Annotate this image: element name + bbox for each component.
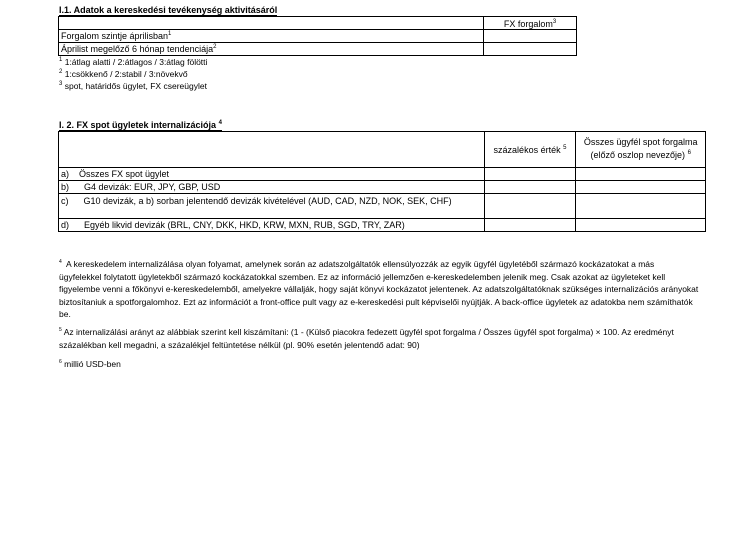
row-label: c) G10 devizák, a b) sorban jelentendő devizák kivételével (AUD, CAD, NZD, NOK, SEK, CHF) — [59, 194, 485, 219]
header-blank-cell — [59, 17, 484, 30]
table-row — [59, 168, 706, 181]
value-cell[interactable] — [576, 194, 706, 219]
value-cell[interactable] — [576, 219, 706, 232]
activity-table — [58, 16, 577, 56]
table-row — [59, 181, 706, 194]
value-cell[interactable] — [484, 219, 576, 232]
row-label: Forgalom szintje áprilisban$^1$ — [59, 30, 484, 43]
footnote-6: $^6$ millió USD-ben — [59, 359, 121, 369]
section1-notes — [59, 56, 207, 92]
table-row — [59, 219, 706, 232]
row-label: Áprilist megelőző 6 hónap tendenciája$^2$ — [59, 43, 484, 56]
section2-heading: I. 2. FX spot ügyletek internalizációja $^4$ — [59, 120, 222, 130]
table-header-row — [59, 132, 706, 168]
value-cell[interactable] — [484, 30, 577, 43]
row-label: b) G4 devizák: EUR, JPY, GBP, USD — [59, 181, 485, 194]
table-row — [59, 194, 706, 219]
footnote-5: $^5$ Az internalizálási arányt az alábbiak szerint kell kiszámítani: (1 - (Külső piacokra fedezett ügyfél spot forgalma / Összes ügyfél spot forgalma) × 100. Az eredményt százalékban kell megadni, a százalékjel feltüntetése nélkül (pl. 90% esetén jelentendő adat: 90) — [59, 327, 674, 350]
header-blank-cell — [59, 132, 485, 168]
table-header-row — [59, 17, 577, 30]
value-cell[interactable] — [576, 181, 706, 194]
value-cell[interactable] — [484, 194, 576, 219]
note-line: $^1$ 1:átlag alatti / 2:átlagos / 3:átlag fölötti — [59, 57, 208, 67]
percentage-header: százalékos érték $^5$ — [484, 132, 576, 168]
fx-forgalom-header: FX forgalom$^3$ — [484, 17, 577, 30]
note-line: $^3$ spot, határidős ügylet, FX csereügylet — [59, 81, 207, 91]
table-row — [59, 43, 577, 56]
value-cell[interactable] — [484, 43, 577, 56]
value-cell[interactable] — [576, 168, 706, 181]
total-spot-header: Összes ügyfél spot forgalma (előző oszlop nevezője) $^6$ — [576, 132, 706, 168]
row-label: d) Egyéb likvid devizák (BRL, CNY, DKK, HKD, KRW, MXN, RUB, SGD, TRY, ZAR) — [59, 219, 485, 232]
value-cell[interactable] — [484, 168, 576, 181]
value-cell[interactable] — [484, 181, 576, 194]
internalization-table — [58, 131, 706, 232]
row-label: a) Összes FX spot ügylet — [59, 168, 485, 181]
section1-heading: I.1. Adatok a kereskedési tevékenység aktivitásáról — [59, 5, 278, 15]
note-line: $^2$ 1:csökkenő / 2:stabil / 3:növekvő — [59, 69, 188, 79]
footnote-4: $^4$ A kereskedelem internalizálása olyan folyamat, amelynek során az adatszolgáltatók ellensúlyozzák az egyik ügyfél ügyletéből származó kockázatokat a más ügyfelekkel folytatott ügyletekből származó kockázatokkal szemben. Ez az információ jellemzően e-kereskedelemben jelenik meg. Csak azokat az ügyleteket kell figyelembe venni a főkönyvi e-kereskedelemből, amelyekre vállalják, hogy saját könyvi kockázatot jelentenek. Az adatszolgáltatóknak szükséges internalizációs arányokat biztosítaniuk a spotforgalomhoz. Ezt az információt a front-office pult vagy az e-kereskedési pult képviselői nyújtják. A back-office ügyletek az adatokba nem számíthatók be. — [59, 259, 699, 319]
table-row — [59, 30, 577, 43]
